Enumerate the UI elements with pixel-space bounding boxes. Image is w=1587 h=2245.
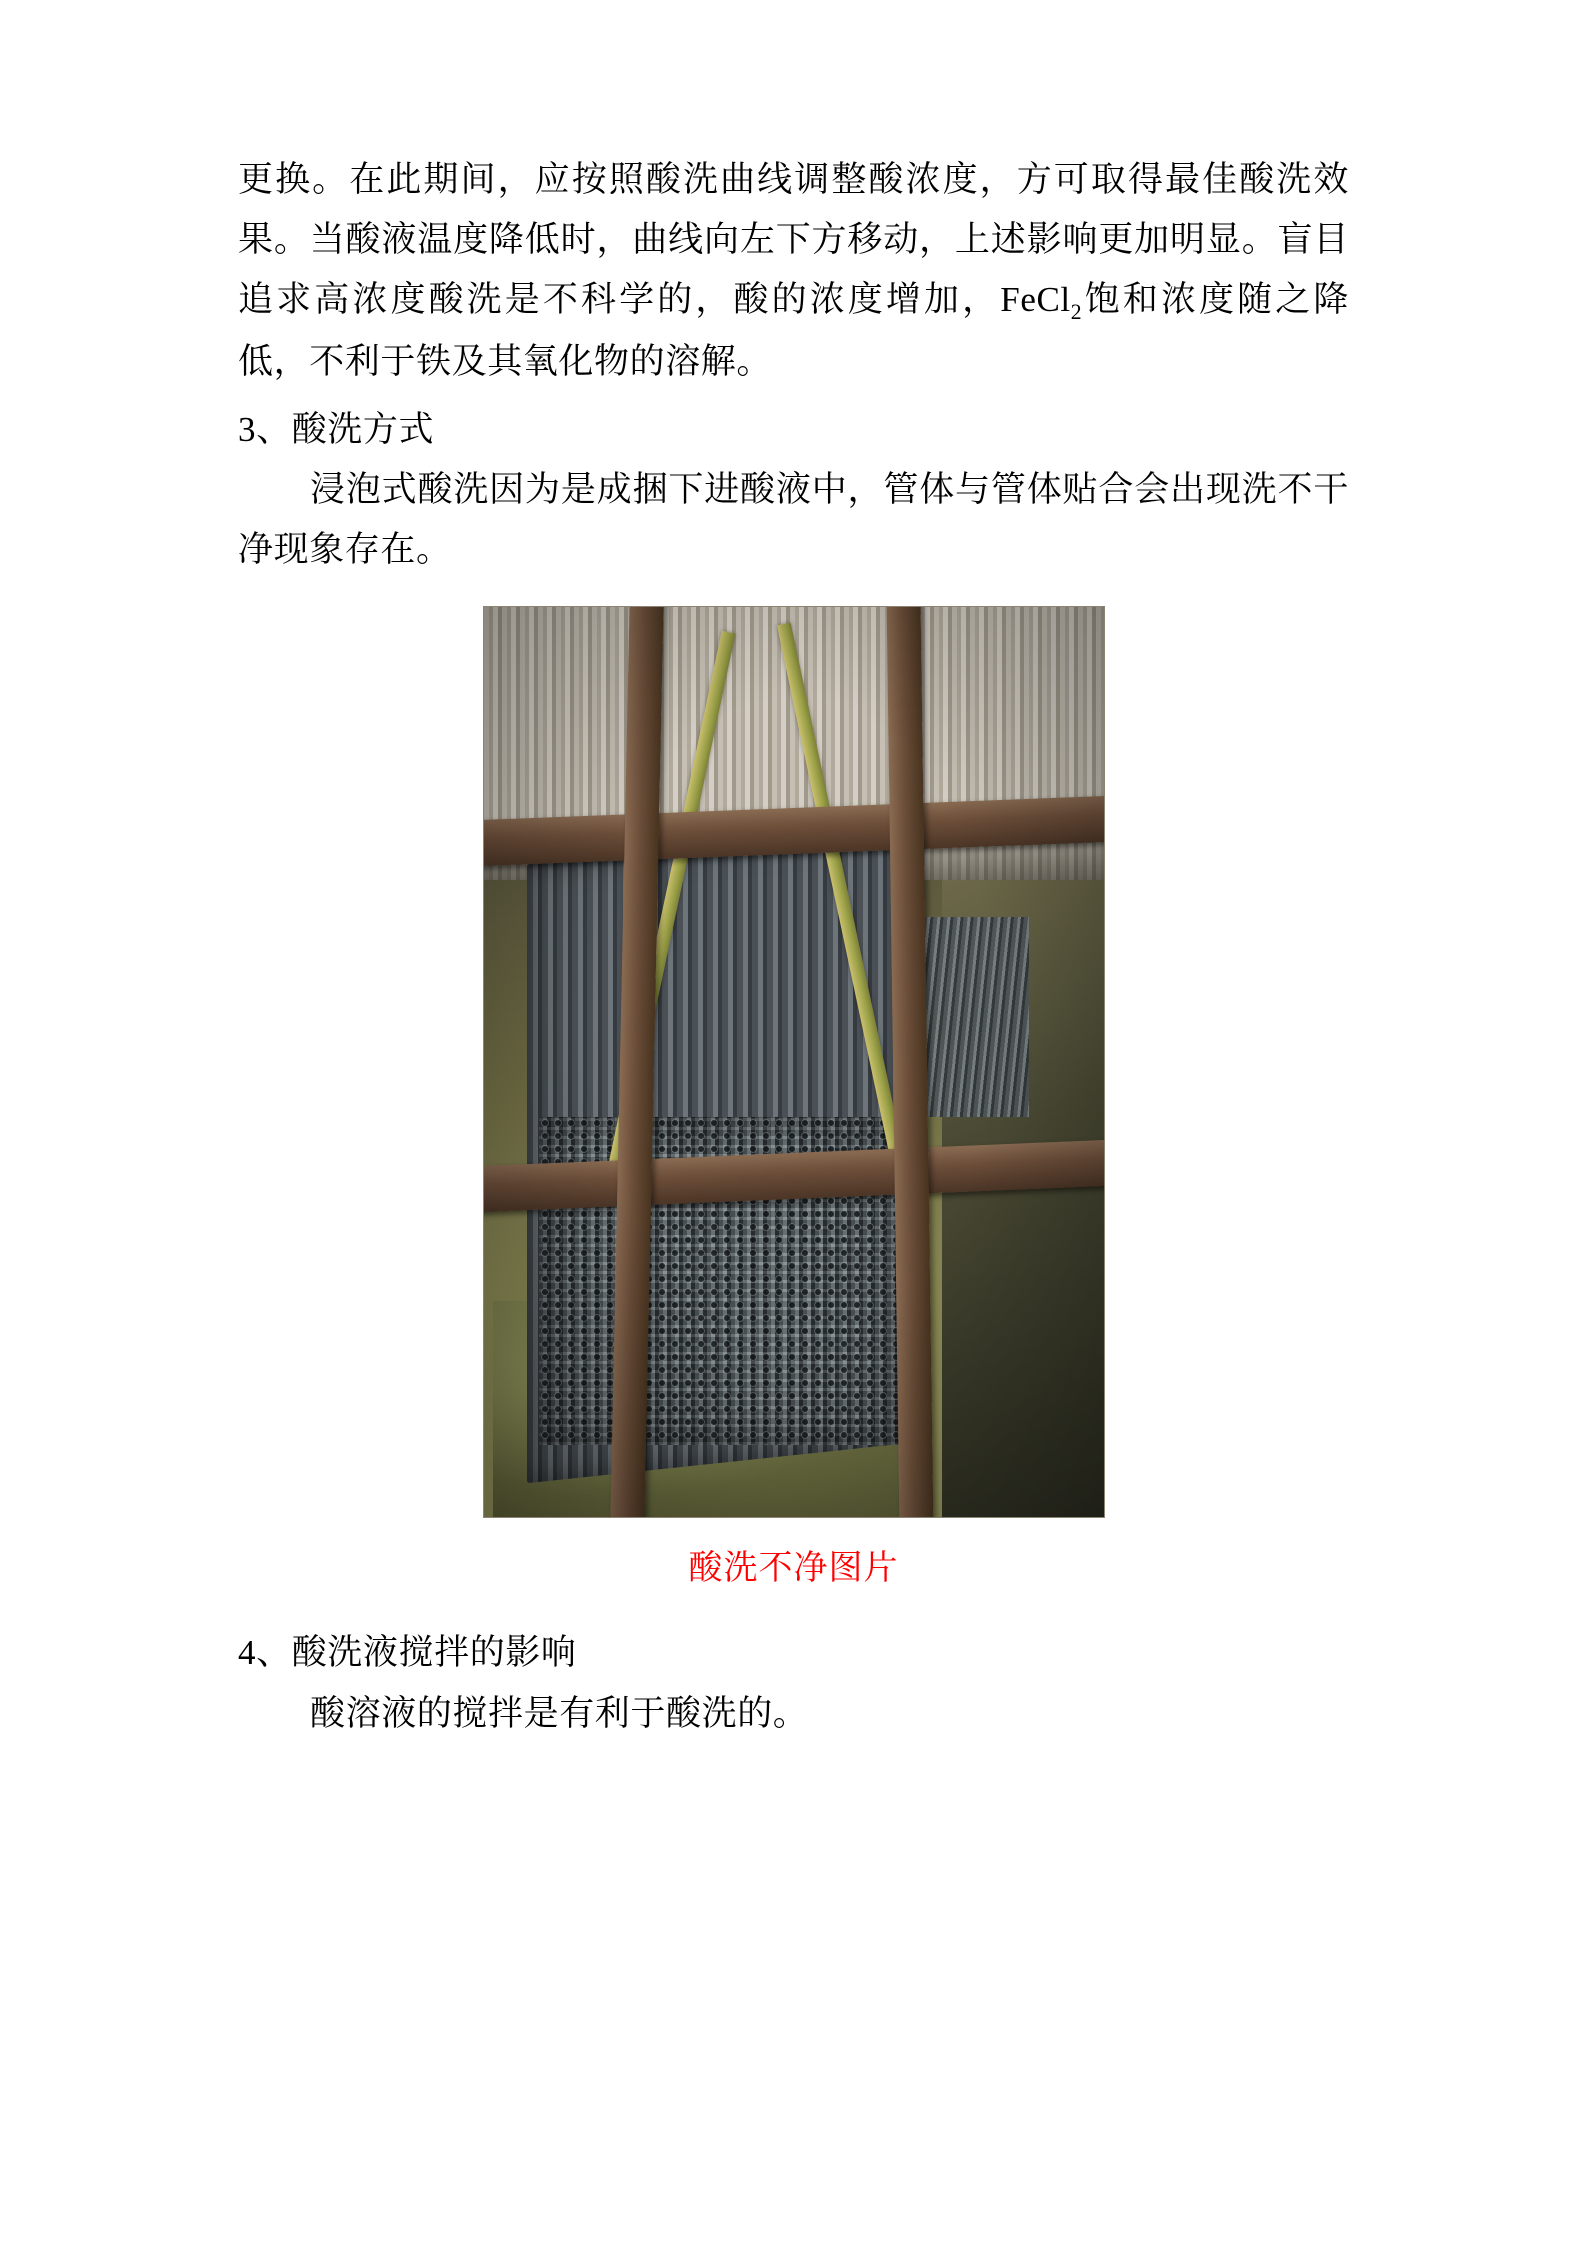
chemical-formula-fecl2: [1000, 280, 1083, 325]
section-heading-4: 4、酸洗液搅拌的影响: [238, 1633, 577, 1673]
section-heading-3: 3、酸洗方式: [238, 409, 435, 449]
figure-caption: 酸洗不净图片: [688, 1550, 899, 1588]
figure-block: [238, 606, 1349, 1589]
paragraph-1: [238, 150, 1349, 392]
formula-base: FeCl: [1000, 280, 1071, 320]
paragraph-1-text: 更换。在此期间，应按照酸洗曲线调整酸浓度，方可取得最佳酸洗效果。当酸液温度降低时，曲线向左下方移动，上述影响更加明显。盲目追求高浓度酸洗是不科学的，酸的浓度增加，: [238, 160, 1349, 320]
pickling-tank-photo: [483, 606, 1105, 1518]
paragraph-1-tail: 饱和浓度随之降低，不利于铁及其氧化物的溶解。: [238, 280, 1349, 381]
paragraph-3: 酸溶液的搅拌是有利于酸洗的。: [310, 1693, 809, 1733]
formula-subscript: 2: [1070, 300, 1083, 325]
paragraph-2: 浸泡式酸洗因为是成捆下进酸液中，管体与管体贴合会出现洗不干净现象存在。: [238, 470, 1349, 570]
photo-vignette: [484, 607, 1104, 1517]
